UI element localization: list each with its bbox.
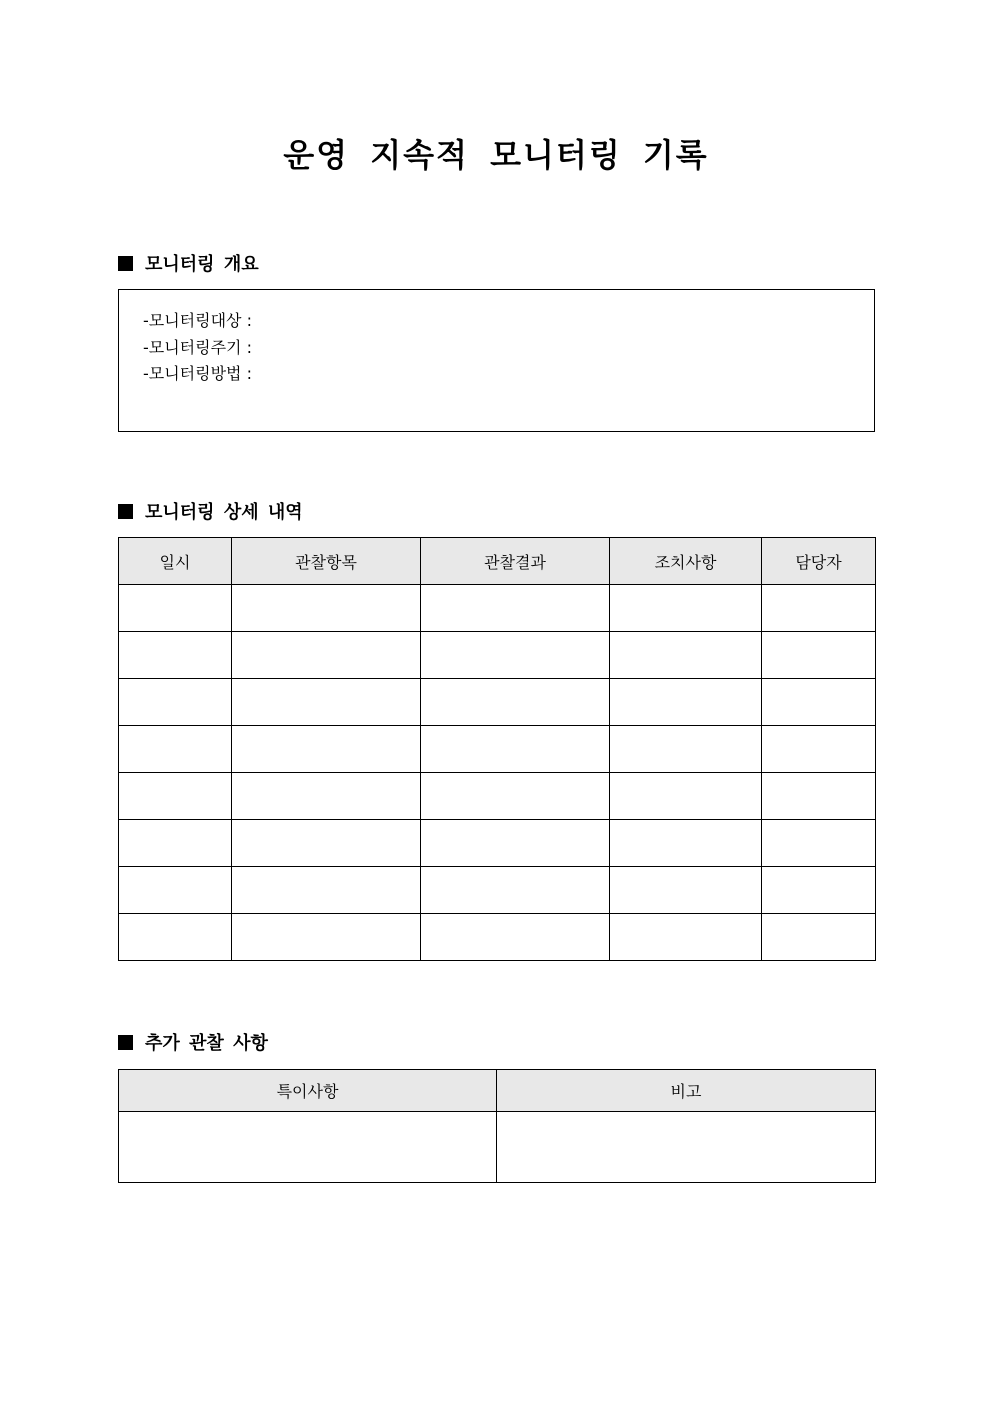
table-cell[interactable] <box>421 820 610 867</box>
section-heading-extra-label: 추가 관찰 사항 <box>145 1033 268 1054</box>
table-cell[interactable] <box>610 820 762 867</box>
table-cell[interactable] <box>762 820 876 867</box>
table-cell[interactable] <box>762 773 876 820</box>
overview-line-target[interactable]: -모니터링대상 : <box>143 311 252 330</box>
table-cell[interactable] <box>610 773 762 820</box>
column-header-action: 조치사항 <box>610 538 762 585</box>
table-cell[interactable] <box>232 773 421 820</box>
section-heading-overview <box>118 253 259 277</box>
detail-table-header-row <box>119 538 876 585</box>
table-cell[interactable] <box>119 773 232 820</box>
overview-box <box>118 289 875 432</box>
table-row <box>119 867 876 914</box>
column-header-special-notes: 특이사항 <box>119 1070 497 1112</box>
table-cell[interactable] <box>119 914 232 961</box>
overview-lines <box>143 308 252 388</box>
column-header-date: 일시 <box>119 538 232 585</box>
detail-table <box>118 537 876 961</box>
table-cell[interactable] <box>232 867 421 914</box>
black-square-icon <box>118 1035 133 1050</box>
table-cell[interactable] <box>421 914 610 961</box>
table-cell[interactable] <box>421 773 610 820</box>
overview-line-cycle[interactable]: -모니터링주기 : <box>143 337 252 357</box>
extra-table <box>118 1069 876 1183</box>
table-cell[interactable] <box>610 867 762 914</box>
table-cell[interactable] <box>421 585 610 632</box>
table-cell[interactable] <box>232 679 421 726</box>
table-cell[interactable] <box>610 632 762 679</box>
table-cell[interactable] <box>119 867 232 914</box>
table-cell[interactable] <box>610 914 762 961</box>
page-title: 운영 지속적 모니터링 기록 <box>283 136 709 174</box>
section-heading-details <box>118 501 303 525</box>
table-cell[interactable] <box>762 726 876 773</box>
section-heading-extra <box>118 1032 268 1056</box>
column-header-remarks: 비고 <box>497 1070 876 1112</box>
table-cell[interactable] <box>762 679 876 726</box>
table-row <box>119 585 876 632</box>
black-square-icon <box>118 256 133 271</box>
table-row <box>119 679 876 726</box>
column-header-observation-result: 관찰결과 <box>421 538 610 585</box>
black-square-icon <box>118 504 133 519</box>
table-row <box>119 773 876 820</box>
table-cell[interactable] <box>421 632 610 679</box>
table-cell[interactable] <box>119 726 232 773</box>
section-heading-details-label: 모니터링 상세 내역 <box>145 502 303 523</box>
overview-line-method[interactable]: -모니터링방법 : <box>143 364 252 383</box>
section-heading-overview-label: 모니터링 개요 <box>145 254 259 275</box>
column-header-observation-item: 관찰항목 <box>232 538 421 585</box>
table-cell[interactable] <box>119 820 232 867</box>
table-row <box>119 1112 876 1183</box>
table-cell[interactable] <box>610 585 762 632</box>
table-row <box>119 820 876 867</box>
extra-table-header-row <box>119 1070 876 1112</box>
table-cell[interactable] <box>421 726 610 773</box>
table-cell[interactable] <box>232 914 421 961</box>
table-cell[interactable] <box>762 585 876 632</box>
table-cell[interactable] <box>610 726 762 773</box>
table-cell[interactable] <box>119 585 232 632</box>
table-cell[interactable] <box>762 914 876 961</box>
table-cell[interactable] <box>610 679 762 726</box>
table-cell[interactable] <box>232 726 421 773</box>
table-cell[interactable] <box>762 867 876 914</box>
table-row <box>119 632 876 679</box>
table-row <box>119 726 876 773</box>
table-cell[interactable] <box>421 867 610 914</box>
table-cell[interactable] <box>232 820 421 867</box>
table-cell[interactable] <box>497 1112 876 1183</box>
table-cell[interactable] <box>232 585 421 632</box>
table-cell[interactable] <box>119 632 232 679</box>
table-cell[interactable] <box>421 679 610 726</box>
table-cell[interactable] <box>119 1112 497 1183</box>
column-header-owner: 담당자 <box>762 538 876 585</box>
table-cell[interactable] <box>119 679 232 726</box>
table-row <box>119 914 876 961</box>
table-cell[interactable] <box>762 632 876 679</box>
table-cell[interactable] <box>232 632 421 679</box>
